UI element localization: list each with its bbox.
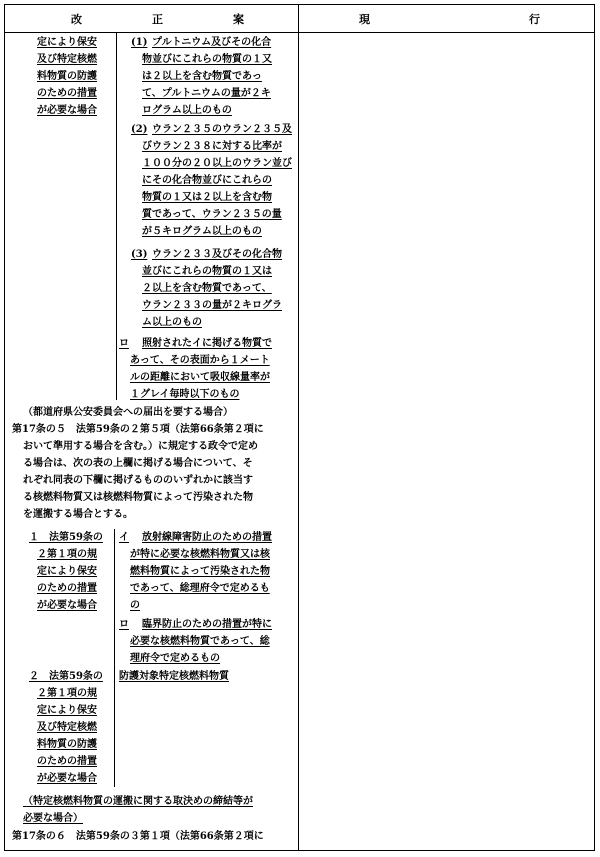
item-label: (3): [131, 249, 148, 260]
text-line: 物並びにこれらの物質の１又: [142, 54, 272, 65]
text-line: 第17条の６ 法第59条の３第１項（法第66条第２項に: [12, 831, 264, 842]
text-line: 料物質の防護: [37, 71, 97, 82]
item-label: (2): [131, 124, 148, 135]
text-line: 及び特定核燃: [37, 54, 97, 65]
text-line: 理府令で定めるもの: [130, 653, 220, 664]
text-line: にその化合物並びにこれらの: [142, 175, 272, 186]
item-label: イ: [119, 532, 129, 543]
text-line: であって、総理府令で定めるも: [130, 583, 270, 594]
text-line: １ 法第59条の: [29, 532, 103, 543]
text-line: のための措置: [37, 756, 97, 767]
text-line: が必要な場合: [37, 105, 97, 116]
text-line: が５キログラム以上のもの: [142, 226, 262, 237]
text-line: る場合は、次の表の上欄に掲げる場合について、そ: [23, 458, 253, 469]
text-line: １グレイ毎時以下のもの: [130, 389, 240, 400]
text-line: 質であって、ウラン２３５の量: [142, 209, 282, 220]
text-line: を運搬する場合とする。: [23, 509, 133, 520]
text-line: ログラム以上のもの: [142, 105, 232, 116]
section-caption: （特定核燃料物質の運搬に関する取決めの締結等が: [23, 796, 253, 807]
text-line: 放射線障害防止のための措置: [142, 532, 272, 543]
text-line: ２第１項の規: [37, 549, 97, 560]
text-line: の: [130, 600, 140, 611]
text-line: 第17条の５ 法第59条の２第５項（法第66条第２項に: [12, 424, 264, 435]
text-line: おいて準用する場合を含む。）に規定する政令で定め: [23, 441, 258, 452]
text-line: 定により保安: [37, 705, 97, 716]
top-block-inner-divider: [116, 33, 117, 340]
text-line: 定により保安: [37, 566, 97, 577]
text-line: 及び特定核燃: [37, 722, 97, 733]
text-line: ルの距離において吸収線量率が: [130, 372, 270, 383]
text-line: 並びにこれらの物質の１又は: [142, 266, 272, 277]
text-line: 防護対象特定核燃料物質: [119, 671, 229, 682]
text-line: びウラン２３８に対する比率が: [142, 141, 282, 152]
header-left-char-1: 改: [71, 13, 82, 26]
text-line: れぞれ同表の下欄に掲げるもののいずれかに該当す: [23, 475, 253, 486]
text-line: が特に必要な核燃料物質又は核: [130, 549, 270, 560]
text-line: が必要な場合: [37, 773, 97, 784]
header-divider: [5, 32, 594, 33]
header-right-char-2: 行: [529, 13, 540, 26]
item-label: ロ: [119, 619, 129, 630]
text-line: 照射されたイに掲げる物質で: [142, 338, 272, 349]
text-line: あって、その表面から１メート: [130, 355, 270, 366]
header-left-char-2: 正: [152, 13, 163, 26]
column-divider: [298, 5, 299, 850]
text-line: ウラン２３３の量が２キログラ: [142, 300, 282, 311]
text-line: ウラン２３５のウラン２３５及: [152, 124, 292, 135]
inner-table-divider: [114, 529, 115, 787]
header-left-char-3: 案: [233, 13, 244, 26]
text-line: る核燃料物質又は核燃料物質によって汚染された物: [23, 492, 253, 503]
text-line: のための措置: [37, 583, 97, 594]
text-line: 燃料物質によって汚染された物: [130, 566, 270, 577]
text-line: プルトニウム及びその化合: [152, 37, 272, 48]
text-line: 臨界防止のための措置が特に: [142, 619, 272, 630]
text-line: ム以上のもの: [142, 317, 202, 328]
text-line: 必要な核燃料物質であって、総: [130, 636, 270, 647]
top-block-inner-divider-lower: [116, 340, 117, 400]
text-line: 料物質の防護: [37, 739, 97, 750]
text-line: ２第１項の規: [37, 688, 97, 699]
text-line: ２ 法第59条の: [29, 671, 103, 682]
item-label: (1): [131, 37, 148, 48]
text-line: のための措置: [37, 88, 97, 99]
text-line: は２以上を含む物質であっ: [142, 71, 262, 82]
text-line: 定により保安: [37, 37, 97, 48]
text-line: て、プルトニウムの量が２キ: [142, 88, 271, 99]
header-right-char-1: 現: [359, 13, 370, 26]
text-line: ２以上を含む物質であって、: [142, 283, 272, 294]
item-label: ロ: [119, 338, 129, 349]
section-caption: （都道府県公安委員会への届出を要する場合）: [23, 407, 233, 418]
section-caption: 必要な場合）: [23, 813, 83, 824]
text-line: が必要な場合: [37, 600, 97, 611]
text-line: １００分の２０以上のウラン並び: [142, 158, 292, 169]
text-line: ウラン２３３及びその化合物: [152, 249, 282, 260]
text-line: 物質の１又は２以上を含む物: [142, 192, 272, 203]
